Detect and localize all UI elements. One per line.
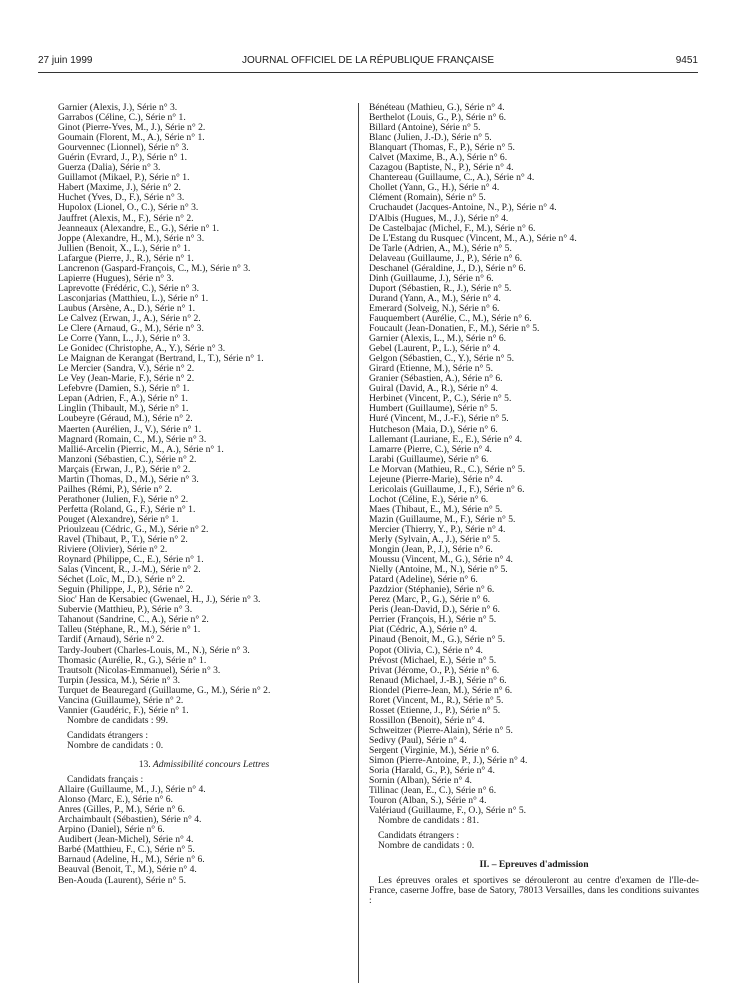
section-13-name-list xyxy=(58,785,350,885)
list-item: Goumain (Florent, M., A.), Série n° 1. xyxy=(58,132,205,144)
list-item: Le Clere (Arnaud, G., M.), Série n° 3. xyxy=(58,323,204,335)
list-item: Roynard (Philippe, C., E.), Série n° 1. xyxy=(58,554,204,566)
list-item: Girard (Etienne, M.), Série n° 5. xyxy=(369,363,493,375)
list-item: Delaveau (Guillaume, J., P.), Série n° 6. xyxy=(369,252,523,264)
left-foreign-count: Nombre de candidats : 0. xyxy=(67,739,164,751)
list-item: Manzoni (Sébastien, C.), Série n° 2. xyxy=(58,453,197,465)
list-item: Simon (Pierre-Antoine, P., J.), Série n° 4. xyxy=(369,755,528,767)
list-item: Piat (Cédric, A.), Série n° 4. xyxy=(369,624,478,636)
list-item: Barnaud (Adeline, H., M.), Série n° 6. xyxy=(58,854,205,866)
list-item: Perez (Marc, P., G.), Série n° 6. xyxy=(369,594,491,606)
list-item: Archaimbault (Sébastien), Série n° 4. xyxy=(58,814,202,826)
list-item: Le Maignan de Kerangat (Bertrand, I., T.), Série n° 1. xyxy=(58,353,264,365)
admission-section-heading: II. – Epreuves d'admission xyxy=(479,859,589,871)
list-item: Fauquembert (Aurélie, C., M.), Série n° 6. xyxy=(369,312,532,324)
left-count-candidates: Nombre de candidats : 99. xyxy=(67,714,168,726)
list-item: Guérin (Evrard, J., P.), Série n° 1. xyxy=(58,152,188,164)
list-item: Nielly (Antoine, M., N.), Série n° 5. xyxy=(369,564,508,576)
right-column xyxy=(369,103,699,906)
list-item: Merly (Sylvain, A., J.), Série n° 5. xyxy=(369,534,501,546)
list-item: Audibert (Jean-Michel), Série n° 4. xyxy=(58,834,194,846)
list-item: Vannier (Gaudéric, F.), Série n° 1. xyxy=(58,704,189,716)
list-item: Rossillon (Benoit), Série n° 4. xyxy=(369,714,485,726)
list-item: Valériaud (Guillaume, F., O.), Série n° 5. xyxy=(369,805,527,817)
list-item: Le Corre (Yann, L., J.), Série n° 3. xyxy=(58,333,191,345)
header-rule xyxy=(38,72,698,73)
list-item: Gebel (Laurent, P., L.), Série n° 4. xyxy=(369,343,501,355)
list-item: Garrabos (Céline, C.), Série n° 1. xyxy=(58,112,186,124)
list-item: Granier (Sébastien, A.), Série n° 6. xyxy=(369,373,503,385)
list-item: Privat (Jérome, O., P.), Série n° 6. xyxy=(369,664,500,676)
list-item: Blanc (Julien, J.-D.), Série n° 5. xyxy=(369,132,492,144)
list-item: Peris (Jean-David, D.), Série n° 6. xyxy=(369,604,500,616)
left-name-list xyxy=(58,103,350,716)
list-item: Anres (Gilles, P., M.), Série n° 6. xyxy=(58,804,185,816)
list-item: Jullien (Benoit, X., L.), Série n° 1. xyxy=(58,242,191,254)
list-item: Subervie (Matthieu, P.), Série n° 3. xyxy=(58,604,193,616)
admission-paragraph: Les épreuves orales et sportives se dérouleront au centre d'examen de l'Ile-de-France, caserne Joffre, base de Satory, 78013 Versailles, dans les conditions suivantes : xyxy=(369,874,699,906)
list-item: Prévost (Michael, E.), Série n° 5. xyxy=(369,654,497,666)
list-item: Billard (Antoine), Série n° 5. xyxy=(369,122,481,134)
list-item: Hupolox (Lionel, O., C.), Série n° 3. xyxy=(58,202,199,214)
list-item: Le Mercier (Sandra, V.), Série n° 2. xyxy=(58,363,195,375)
list-item: Pazdzior (Stéphanie), Série n° 6. xyxy=(369,584,495,596)
list-item: Tahanout (Sandrine, C., A.), Série n° 2. xyxy=(58,614,209,626)
list-item: Renaud (Michael, J.-B.), Série n° 6. xyxy=(369,674,507,686)
list-item: Blanquart (Thomas, F., P.), Série n° 5. xyxy=(369,142,515,154)
list-item: Laprevotte (Frédéric, C.), Série n° 3. xyxy=(58,282,200,294)
list-item: Chantereau (Guillaume, C., A.), Série n° 4. xyxy=(369,172,535,184)
list-item: Jeanneaux (Alexandre, E., G.), Série n° 1. xyxy=(58,222,220,234)
list-item: Hutcheson (Maia, D.), Série n° 6. xyxy=(369,423,498,435)
list-item: Maerten (Aurélien, J., V.), Série n° 1. xyxy=(58,423,202,435)
list-item: Vancina (Guillaume), Série n° 2. xyxy=(58,694,184,706)
list-item: Salas (Vincent, R., J.-M.), Série n° 2. xyxy=(58,564,201,576)
column-divider xyxy=(358,103,359,983)
list-item: De Castelbajac (Michel, F., M.), Série n° 6. xyxy=(369,222,536,234)
header-title: JOURNAL OFFICIEL DE LA RÉPUBLIQUE FRANÇAISE xyxy=(241,55,495,66)
list-item: Pinaud (Benoit, M., G.), Série n° 5. xyxy=(369,634,506,646)
list-item: Mercier (Thierry, Y., P.), Série n° 4. xyxy=(369,523,506,535)
list-item: De Tarle (Adrien, A., M.), Série n° 5. xyxy=(369,242,512,254)
list-item: Dinh (Guillaume, J.), Série n° 6. xyxy=(369,272,494,284)
list-item: Soria (Harald, G., P.), Série n° 4. xyxy=(369,765,495,777)
list-item: Emerard (Solveig, N.), Série n° 6. xyxy=(369,302,500,314)
section-13-title xyxy=(58,760,350,770)
list-item: Tardif (Arnaud), Série n° 2. xyxy=(58,634,164,646)
list-item: Guiral (David, A., R.), Série n° 4. xyxy=(369,383,499,395)
list-item: Clément (Romain), Série n° 5. xyxy=(369,192,486,204)
list-item: Garnier (Alexis, J.), Série n° 3. xyxy=(58,102,178,113)
list-item: Jauffret (Alexis, M., F.), Série n° 2. xyxy=(58,212,194,224)
list-item: Cruchaudet (Jacques-Antoine, N., P.), Série n° 4. xyxy=(369,202,557,214)
list-item: Guerza (Dalia), Série n° 3. xyxy=(58,162,161,174)
list-item: Berthelot (Louis, G., P.), Série n° 6. xyxy=(369,112,507,124)
list-item: Pailhes (Rémi, P.), Série n° 2. xyxy=(58,483,172,495)
list-item: Touron (Alban, S.), Série n° 4. xyxy=(369,795,487,807)
list-item: Séchet (Loïc, M., D.), Série n° 2. xyxy=(58,574,185,586)
list-item: Linglin (Thibault, M.), Série n° 1. xyxy=(58,403,189,415)
list-item: Schweitzer (Pierre-Alain), Série n° 5. xyxy=(369,724,513,736)
left-foreign-label: Candidats étrangers : xyxy=(67,729,148,741)
french-candidates-label: Candidats français : xyxy=(67,774,144,786)
list-item: Barbé (Matthieu, F., C.), Série n° 5. xyxy=(58,844,195,856)
list-item: Le Gonidec (Christophe, A., Y.), Série n° 3. xyxy=(58,343,226,355)
list-item: Lamarre (Pierre, C.), Série n° 4. xyxy=(369,443,492,455)
list-item: Alonso (Marc, E.), Série n° 6. xyxy=(58,794,173,806)
list-item: Loubeyre (Géraud, M.), Série n° 2. xyxy=(58,413,193,425)
list-item: Lallemant (Lauriane, E., E.), Série n° 4. xyxy=(369,433,523,445)
list-item: Lericolais (Guillaume, J., F.), Série n° 6. xyxy=(369,483,525,495)
list-item: Pouget (Alexandre), Série n° 1. xyxy=(58,513,179,525)
list-item: Guillamot (Mikael, P.), Série n° 1. xyxy=(58,172,190,184)
list-item: Arpino (Daniel), Série n° 6. xyxy=(58,824,165,836)
list-item: Foucault (Jean-Donatien, F., M.), Série n° 5. xyxy=(369,323,540,335)
list-item: Durand (Yann, A., M.), Série n° 4. xyxy=(369,292,501,304)
list-item: Sornin (Alban), Série n° 4. xyxy=(369,775,472,787)
list-item: Joppe (Alexandre, H., M.), Série n° 3. xyxy=(58,232,205,244)
list-item: Turpin (Jessica, M.), Série n° 3. xyxy=(58,674,181,686)
list-item: Laubus (Arsène, A., D.), Série n° 1. xyxy=(58,302,196,314)
list-item: Habert (Maxime, J.), Série n° 2. xyxy=(58,182,181,194)
list-item: Ravel (Thibaut, P., T.), Série n° 2. xyxy=(58,534,188,546)
list-item: Martin (Thomas, D., M.), Série n° 3. xyxy=(58,473,199,485)
list-item: Prioulzeau (Cédric, G., M.), Série n° 2. xyxy=(58,523,209,535)
list-item: Le Vey (Jean-Marie, F.), Série n° 2. xyxy=(58,373,195,385)
list-item: Trautsolt (Nicolas-Emmanuel), Série n° 3. xyxy=(58,664,221,676)
list-item: Popot (Olivia, C.), Série n° 4. xyxy=(369,644,483,656)
list-item: Lefebvre (Damien, S.), Série n° 1. xyxy=(58,383,190,395)
list-item: Tillinac (Jean, E., C.), Série n° 6. xyxy=(369,785,497,797)
list-item: Lejeune (Pierre-Marie), Série n° 4. xyxy=(369,473,503,485)
list-item: Le Calvez (Erwan, J., A.), Série n° 2. xyxy=(58,312,201,324)
list-item: Lepan (Adrien, F., A.), Série n° 1. xyxy=(58,393,188,405)
list-item: Turquet de Beauregard (Guillaume, G., M.), Série n° 2. xyxy=(58,684,271,696)
list-item: Lasconjarias (Matthieu, L.), Série n° 1. xyxy=(58,292,209,304)
list-item: Sioc' Han de Kersabiec (Gwenael, H., J.), Série n° 3. xyxy=(58,594,261,606)
list-item: Roret (Vincent, M., R.), Série n° 5. xyxy=(369,694,504,706)
left-column xyxy=(58,103,350,886)
list-item: Herbinet (Vincent, P., C.), Série n° 5. xyxy=(369,393,512,405)
list-item: Lapierre (Hugues), Série n° 3. xyxy=(58,272,174,284)
list-item: D'Albis (Hugues, M., J.), Série n° 4. xyxy=(369,212,509,224)
list-item: Thomasic (Aurélie, R., G.), Série n° 1. xyxy=(58,654,207,666)
list-item: Gourvennec (Lionnel), Série n° 3. xyxy=(58,142,189,154)
section-13-label: Admissibilité concours Lettres xyxy=(152,759,270,770)
list-item: Lancrenon (Gaspard-François, C., M.), Série n° 3. xyxy=(58,262,251,274)
list-item: Humbert (Guillaume), Série n° 5. xyxy=(369,403,498,415)
list-item: De L'Estang du Rusquec (Vincent, M., A.), Série n° 4. xyxy=(369,232,577,244)
list-item: Calvet (Maxime, B., A.), Série n° 6. xyxy=(369,152,508,164)
list-item: Lafargue (Pierre, J., R.), Série n° 1. xyxy=(58,252,194,264)
right-count-candidates: Nombre de candidats : 81. xyxy=(378,815,479,827)
list-item: Lochot (Céline, E.), Série n° 6. xyxy=(369,493,489,505)
list-item: Marçais (Erwan, J., P.), Série n° 2. xyxy=(58,463,191,475)
list-item: Cazagou (Baptiste, N., P.), Série n° 4. xyxy=(369,162,514,174)
list-item: Gelgon (Sébastien, C., Y.), Série n° 5. xyxy=(369,353,515,365)
list-item: Magnard (Romain, C., M.), Série n° 3. xyxy=(58,433,207,445)
header-page-number: 9451 xyxy=(675,55,698,66)
list-item: Perfetta (Roland, G., F.), Série n° 1. xyxy=(58,503,196,515)
list-item: Maes (Thibaut, E., M.), Série n° 5. xyxy=(369,503,503,515)
list-item: Seguin (Philippe, J., P.), Série n° 2. xyxy=(58,584,193,596)
right-name-list xyxy=(369,103,699,816)
list-item: Le Morvan (Mathieu, R., C.), Série n° 5. xyxy=(369,463,525,475)
list-item: Sergent (Virginie, M.), Série n° 6. xyxy=(369,745,500,756)
list-item: Perrier (François, H.), Série n° 5. xyxy=(369,614,497,626)
section-13-number: 13. xyxy=(138,759,151,770)
header-date: 27 juin 1999 xyxy=(38,55,93,66)
list-item: Rosset (Etienne, J., P.), Série n° 5. xyxy=(369,704,501,716)
list-item: Deschanel (Géraldine, J., D.), Série n° 6. xyxy=(369,262,526,274)
list-item: Patard (Adeline), Série n° 6. xyxy=(369,574,478,586)
list-item: Ben-Aouda (Laurent), Série n° 5. xyxy=(58,874,186,886)
list-item: Moussu (Vincent, M., G.), Série n° 4. xyxy=(369,554,513,566)
list-item: Beauval (Benoit, T., M.), Série n° 4. xyxy=(58,864,197,876)
list-item: Huchet (Yves, D., F.), Série n° 3. xyxy=(58,192,185,204)
list-item: Sedivy (Paul), Série n° 4. xyxy=(369,734,467,746)
list-item: Mazin (Guillaume, M., F.), Série n° 5. xyxy=(369,513,516,525)
list-item: Duport (Sébastien, R., J.), Série n° 5. xyxy=(369,282,512,294)
right-foreign-label: Candidats étrangers : xyxy=(378,830,459,842)
list-item: Larabi (Guillaume), Série n° 6. xyxy=(369,453,489,465)
list-item: Tardy-Joubert (Charles-Louis, M., N.), Série n° 3. xyxy=(58,644,250,656)
list-item: Huré (Vincent, M., J.-F.), Série n° 5. xyxy=(369,413,509,425)
list-item: Riviere (Olivier), Série n° 2. xyxy=(58,544,168,556)
list-item: Mongin (Jean, P., J.), Série n° 6. xyxy=(369,544,493,556)
list-item: Garnier (Alexis, L., M.), Série n° 6. xyxy=(369,333,507,345)
list-item: Mallié-Arcelin (Pierric, M., A.), Série n° 1. xyxy=(58,443,224,455)
list-item: Perathoner (Julien, F.), Série n° 2. xyxy=(58,493,189,505)
list-item: Ginot (Pierre-Yves, M., J.), Série n° 2. xyxy=(58,122,206,134)
list-item: Riondel (Pierre-Jean, M.), Série n° 6. xyxy=(369,684,513,696)
right-foreign-count: Nombre de candidats : 0. xyxy=(378,840,475,852)
list-item: Talleu (Stéphane, R., M.), Série n° 1. xyxy=(58,624,201,636)
list-item: Chollet (Yann, G., H.), Série n° 4. xyxy=(369,182,500,194)
list-item: Allaire (Guillaume, M., J.), Série n° 4. xyxy=(58,784,206,796)
list-item: Bénéteau (Mathieu, G.), Série n° 4. xyxy=(369,102,505,113)
page-header xyxy=(38,55,698,69)
